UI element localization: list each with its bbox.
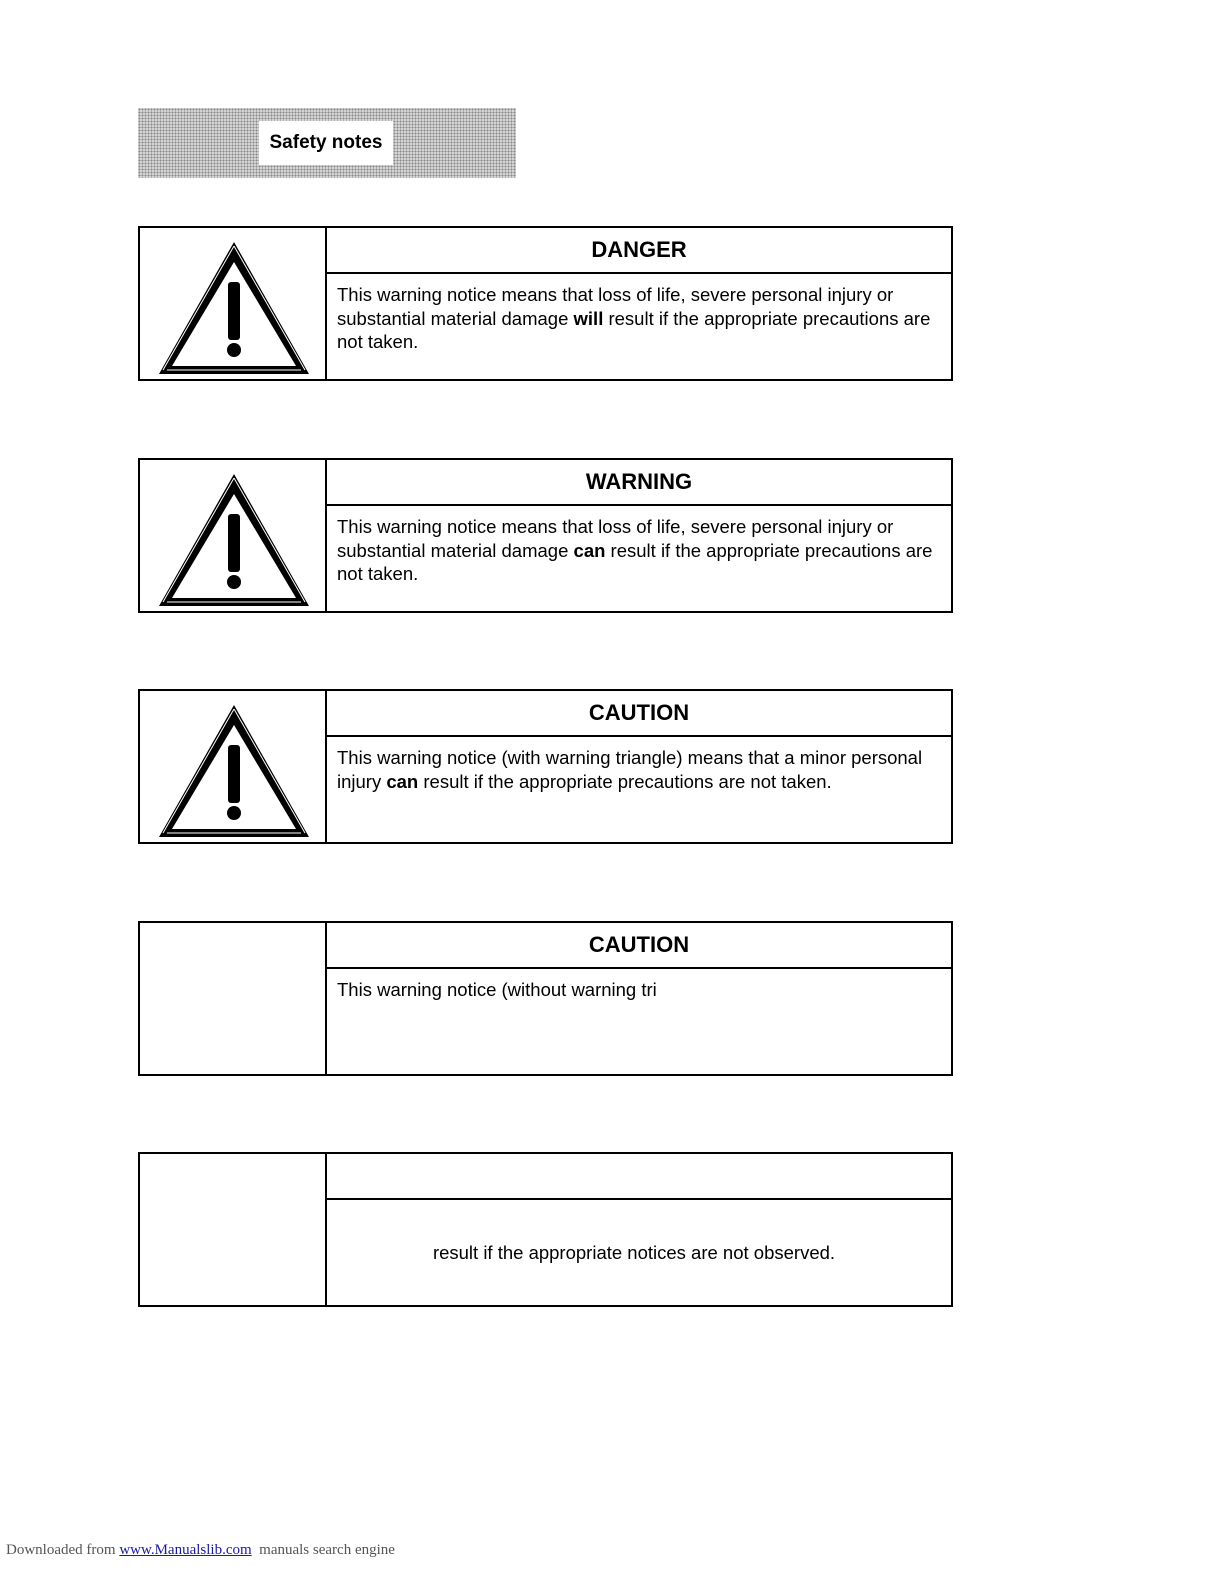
warning-triangle-icon xyxy=(157,240,311,376)
manualslib-link[interactable]: www.Manualslib.com xyxy=(119,1542,252,1558)
notice-text-post: result if the appropriate precautions are not taken. xyxy=(337,307,931,352)
notice-partial xyxy=(138,1152,953,1307)
icon-cell xyxy=(140,460,327,611)
notice-text-emphasis: will xyxy=(573,307,604,329)
icon-cell xyxy=(140,228,327,379)
notice-title: CAUTION xyxy=(327,923,951,969)
notice-text-post: result if the appropriate precautions are not taken. xyxy=(418,770,832,792)
notice-text xyxy=(327,506,951,611)
footer-suffix: manuals search engine xyxy=(251,1542,395,1558)
icon-cell xyxy=(140,1154,327,1305)
icon-cell xyxy=(140,691,327,842)
caution-notice-with-triangle xyxy=(138,689,953,844)
caution-notice-without-triangle xyxy=(138,921,953,1076)
notice-text: result if the appropriate notices are not observed. xyxy=(432,1241,836,1263)
footer-prefix: Downloaded from xyxy=(6,1542,120,1558)
notice-text-emphasis: can xyxy=(386,770,419,792)
notice-text-emphasis: can xyxy=(573,539,606,561)
notice-text: This warning notice (without warning tri xyxy=(337,979,657,1000)
icon-cell xyxy=(140,923,327,1074)
notice-text-pre: This warning notice (with warning triangle) means that a minor personal injury xyxy=(337,747,923,792)
warning-notice xyxy=(138,458,953,613)
section-title: Safety notes xyxy=(259,121,393,165)
notice-text-post: result if the appropriate precautions are not taken. xyxy=(337,539,933,584)
notice-text-pre: This warning notice means that loss of life, severe personal injury or substantial material damage xyxy=(337,284,894,329)
notice-title: CAUTION xyxy=(327,691,951,737)
warning-triangle-icon xyxy=(157,703,311,839)
notice-title: WARNING xyxy=(327,460,951,506)
notice-text-pre: This warning notice means that loss of life, severe personal injury or substantial material damage xyxy=(337,516,894,561)
notice-title: DANGER xyxy=(327,228,951,274)
danger-notice xyxy=(138,226,953,381)
download-footer xyxy=(6,1542,395,1559)
notice-text xyxy=(327,274,951,379)
warning-triangle-icon xyxy=(157,472,311,608)
notice-text xyxy=(327,737,951,842)
notice-title xyxy=(327,1154,951,1200)
